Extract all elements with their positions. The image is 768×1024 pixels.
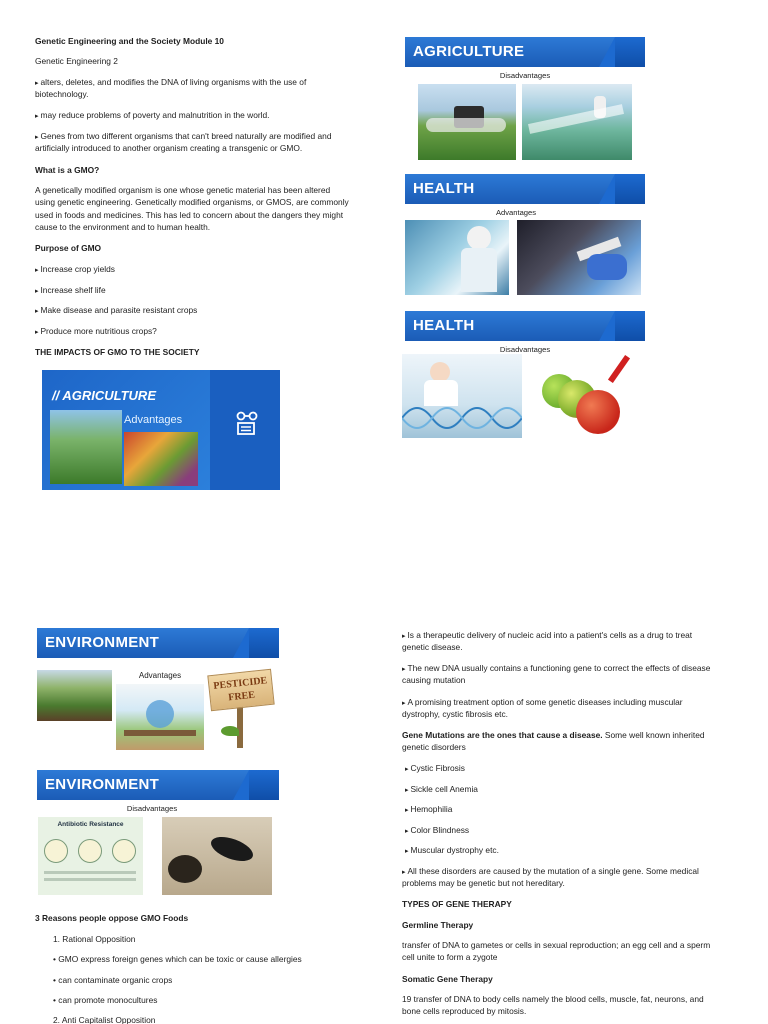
mutations-bold: Gene Mutations are the ones that cause a disease. bbox=[402, 730, 603, 740]
health-banner-disadvantages bbox=[405, 311, 645, 341]
health-advantages-caption: Advantages bbox=[495, 208, 537, 217]
reason-line: • can promote monocultures bbox=[53, 995, 158, 1005]
pesticide-sign-line: PESTICIDE bbox=[212, 675, 268, 692]
beetle-image bbox=[162, 817, 272, 895]
corn-field-image bbox=[50, 410, 122, 484]
injected-apples-image bbox=[536, 354, 646, 438]
disorder-item: ▸ Hemophilia bbox=[405, 803, 452, 817]
gmo-def-line: A genetically modified organism is one whose genetic material has been altered bbox=[35, 185, 331, 195]
bullet-line: ▸ Genes from two different organisms that can't breed naturally are modified and bbox=[35, 130, 331, 144]
agriculture-banner-label: AGRICULTURE bbox=[413, 43, 525, 60]
environment-banner-disadvantages bbox=[37, 770, 279, 800]
reason-line: 2. Anti Capitalist Opposition bbox=[53, 1015, 156, 1024]
germline-heading: Germline Therapy bbox=[402, 920, 474, 930]
therapy-bullet-cont: genetic disease. bbox=[402, 642, 463, 652]
purpose-item: ▸ Increase crop yields bbox=[35, 263, 115, 277]
gmo-heading: What is a GMO? bbox=[35, 165, 100, 175]
gmo-def-line: using genetic engineering. Genetically modified organisms, or GMOS, are commonly bbox=[35, 197, 349, 207]
therapy-bullet-cont: causing mutation bbox=[402, 675, 466, 685]
single-gene-line: problems may be genetic but not hereditary. bbox=[402, 878, 565, 888]
agri-disadvantages-caption: Disadvantages bbox=[499, 71, 551, 80]
types-heading: TYPES OF GENE THERAPY bbox=[402, 899, 512, 909]
health-banner-advantages bbox=[405, 174, 645, 204]
environment-disadvantages-caption: Disadvantages bbox=[126, 804, 178, 813]
therapy-bullet: ▸ A promising treatment option of some genetic diseases including muscular bbox=[402, 696, 683, 710]
dna-scientist-image bbox=[402, 354, 522, 438]
mutations-rest: Some well known inherited bbox=[602, 730, 705, 740]
microscope-sample-image bbox=[517, 220, 641, 295]
disorder-item: ▸ Cystic Fibrosis bbox=[405, 762, 465, 776]
mutations-paragraph bbox=[402, 729, 705, 741]
therapy-bullet: ▸ Is a therapeutic delivery of nucleic acid into a patient's cells as a drug to treat bbox=[402, 629, 692, 643]
antibiotic-title: Antibiotic Resistance bbox=[57, 821, 124, 828]
germline-text: transfer of DNA to gametes or cells in sexual reproduction; an egg cell and a sperm bbox=[402, 940, 711, 950]
disorder-item: ▸ Color Blindness bbox=[405, 824, 469, 838]
health-banner-label: HEALTH bbox=[413, 180, 475, 197]
agriculture-advantages-card bbox=[42, 370, 280, 490]
reason-line: • GMO express foreign genes which can be toxic or cause allergies bbox=[53, 954, 302, 964]
bullet-line: ▸ alters, deletes, and modifies the DNA of living organisms with the use of bbox=[35, 76, 306, 90]
disorder-item: ▸ Sickle cell Anemia bbox=[405, 783, 478, 797]
single-gene-line: ▸ All these disorders are caused by the mutation of a single gene. Some medical bbox=[402, 865, 699, 879]
agriculture-banner bbox=[405, 37, 645, 67]
environment-diagram-image bbox=[116, 684, 204, 750]
mutations-line2: genetic disorders bbox=[402, 742, 466, 752]
purpose-heading: Purpose of GMO bbox=[35, 243, 102, 253]
tractor-image bbox=[418, 84, 516, 160]
health-banner-label: HEALTH bbox=[413, 317, 475, 334]
disorder-item: ▸ Muscular dystrophy etc. bbox=[405, 844, 499, 858]
reasons-heading: 3 Reasons people oppose GMO Foods bbox=[35, 913, 189, 923]
environment-banner-label: ENVIRONMENT bbox=[45, 634, 160, 651]
vegetables-image bbox=[124, 432, 198, 486]
germline-text: cell unite to form a zygote bbox=[402, 952, 498, 962]
pesticide-sign-line: FREE bbox=[227, 689, 256, 704]
environment-banner-advantages bbox=[37, 628, 279, 658]
gmo-def-line: used in foods and medicines. This has led to concern about the dangers they might bbox=[35, 210, 344, 220]
module-title: Genetic Engineering and the Society Module 10 bbox=[35, 36, 224, 46]
purpose-item: ▸ Make disease and parasite resistant crops bbox=[35, 304, 197, 318]
reason-line: • can contaminate organic crops bbox=[53, 975, 173, 985]
bullet-line: ▸ may reduce problems of poverty and malnutrition in the world. bbox=[35, 109, 270, 123]
therapy-bullet: ▸ The new DNA usually contains a functioning gene to correct the effects of disease bbox=[402, 662, 710, 676]
bullet-line: artificially introduced to another organism creating a transgenic or GMO. bbox=[35, 143, 303, 153]
impacts-heading: THE IMPACTS OF GMO TO THE SOCIETY bbox=[35, 347, 200, 357]
pesticide-free-sign bbox=[207, 668, 275, 748]
glasses-document-icon bbox=[234, 410, 260, 436]
somatic-text: 19 transfer of DNA to body cells namely the blood cells, muscle, fat, neurons, and bbox=[402, 994, 704, 1004]
purpose-item: ▸ Increase shelf life bbox=[35, 284, 106, 298]
environment-banner-label: ENVIRONMENT bbox=[45, 776, 160, 793]
purpose-item: ▸ Produce more nutritious crops? bbox=[35, 325, 157, 339]
somatic-text: bone cells reproduced by mitosis. bbox=[402, 1006, 527, 1016]
crop-spraying-image bbox=[522, 84, 632, 160]
subtitle: Genetic Engineering 2 bbox=[35, 56, 118, 66]
lab-scientist-image bbox=[405, 220, 509, 295]
environment-advantages-caption: Advantages bbox=[138, 671, 182, 680]
agri-card-sub: Advantages bbox=[124, 414, 183, 426]
therapy-bullet-cont: dystrophy, cystic fibrosis etc. bbox=[402, 709, 508, 719]
field-rows-image bbox=[37, 670, 112, 721]
agri-card-title: // AGRICULTURE bbox=[52, 388, 156, 403]
reason-line: 1. Rational Opposition bbox=[53, 934, 136, 944]
somatic-heading: Somatic Gene Therapy bbox=[402, 974, 493, 984]
bullet-line: biotechnology. bbox=[35, 89, 89, 99]
antibiotic-resistance-image bbox=[38, 817, 143, 895]
gmo-def-line: cause to the environment and to human health. bbox=[35, 222, 211, 232]
health-disadvantages-caption: Disadvantages bbox=[499, 345, 551, 354]
